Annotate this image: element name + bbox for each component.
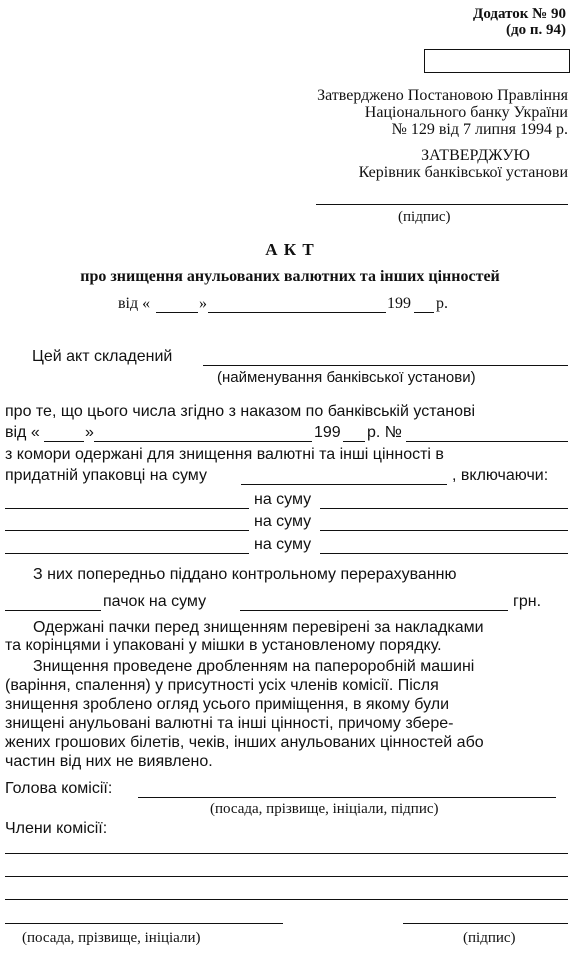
sum-row-3-amount-field[interactable] (320, 553, 568, 554)
p3-line-2: (варіння, спалення) у присутності усіх членів комісії. Після (5, 677, 439, 694)
sum-row-3-label: на суму (254, 536, 312, 553)
title-year-suffix: р. (436, 295, 448, 312)
approval-line-2: Національного банку України (364, 104, 568, 121)
member-signature-field-4[interactable] (403, 923, 568, 924)
chair-label: Голова комісії: (5, 780, 113, 797)
p3-line-4: знищені анульовані валютні та інші цінності, причому збере- (5, 715, 454, 732)
p3-line-3: знищення зроблено огляд усього приміщення, в якому були (5, 696, 450, 713)
p1-including: , включаючи: (452, 467, 549, 484)
p3-line-5: жених грошових білетів, чеків, інших анульованих цінностей або (5, 734, 484, 751)
sum-row-3-item-field[interactable] (5, 553, 249, 554)
title-year-field[interactable] (414, 312, 434, 313)
p3-line-1: Знищення проведене дробленням на папероробній машині (33, 658, 475, 675)
chair-hint: (посада, прізвище, ініціали, підпис) (210, 801, 439, 817)
compiled-label: Цей акт складений (32, 348, 173, 365)
compiled-field[interactable] (203, 365, 568, 366)
sum-row-2-label: на суму (254, 513, 312, 530)
sum-row-1-amount-field[interactable] (320, 508, 568, 509)
title-day-field[interactable] (156, 312, 198, 313)
approval-line-3: № 129 від 7 липня 1994 р. (391, 121, 568, 138)
p1-month-field[interactable] (94, 441, 312, 442)
title-date-mid: » (199, 295, 207, 312)
member-field-1[interactable] (5, 853, 568, 854)
packs-label: пачок на суму (103, 593, 207, 610)
title-date-prefix: від « (118, 295, 151, 312)
head-signature-line[interactable] (316, 204, 568, 205)
p1-date-prefix: від « (5, 424, 40, 441)
appendix-title: Додаток № 90 (473, 6, 566, 22)
title-month-field[interactable] (208, 312, 386, 313)
p1-line-3: з комори одержані для знищення валютні та інші цінності в (5, 446, 444, 463)
p2-line-1: Одержані пачки перед знищенням перевірені за накладками (33, 619, 484, 636)
members-signature-hint: (підпис) (463, 930, 516, 946)
compiled-hint: (найменування банківської установи) (217, 369, 476, 386)
currency-label: грн. (513, 593, 542, 610)
head-signature-hint: (підпис) (398, 209, 451, 225)
approval-line-1: Затверджено Постановою Правління (317, 87, 568, 104)
packs-sum-field[interactable] (240, 610, 508, 611)
member-field-2[interactable] (5, 876, 568, 877)
members-label: Члени комісії: (5, 820, 108, 837)
p1-line-4: придатній упаковці на суму (5, 467, 207, 484)
p1-year: 199 (314, 424, 341, 441)
p2-line-2: та корінцями і упаковані у мішки в установленому порядку. (5, 637, 442, 654)
document-subtitle: про знищення анульованих валютних та інших цінностей (80, 268, 500, 285)
p1-day-field[interactable] (44, 441, 84, 442)
appendix-ref: (до п. 94) (506, 22, 566, 38)
sum-row-1-label: на суму (254, 491, 312, 508)
document-title: А К Т (265, 240, 315, 259)
head-title: Керівник банківської установи (358, 164, 568, 181)
p1-number-label: р. № (367, 424, 402, 441)
packs-count-field[interactable] (5, 610, 101, 611)
sum-row-2-amount-field[interactable] (320, 530, 568, 531)
p1-year-field[interactable] (343, 441, 365, 442)
sum-row-2-item-field[interactable] (5, 530, 249, 531)
sum-row-1-item-field[interactable] (5, 508, 249, 509)
approve-word: ЗАТВЕРДЖУЮ (421, 147, 530, 164)
p1-number-field[interactable] (406, 441, 568, 442)
registration-box[interactable] (424, 49, 570, 73)
p3-line-6: частин від них не виявлено. (5, 753, 213, 770)
member-name-field-4[interactable] (5, 923, 283, 924)
member-field-3[interactable] (5, 899, 568, 900)
chair-field[interactable] (138, 797, 556, 798)
recount-line: З них попередньо піддано контрольному перерахуванню (33, 566, 457, 583)
title-year: 199 (387, 295, 411, 312)
p1-total-sum-field[interactable] (241, 484, 447, 485)
p1-quote-close: » (85, 424, 94, 441)
members-name-hint: (посада, прізвище, ініціали) (22, 930, 201, 946)
p1-line-1: про те, що цього числа згідно з наказом по банківській установі (5, 403, 476, 420)
